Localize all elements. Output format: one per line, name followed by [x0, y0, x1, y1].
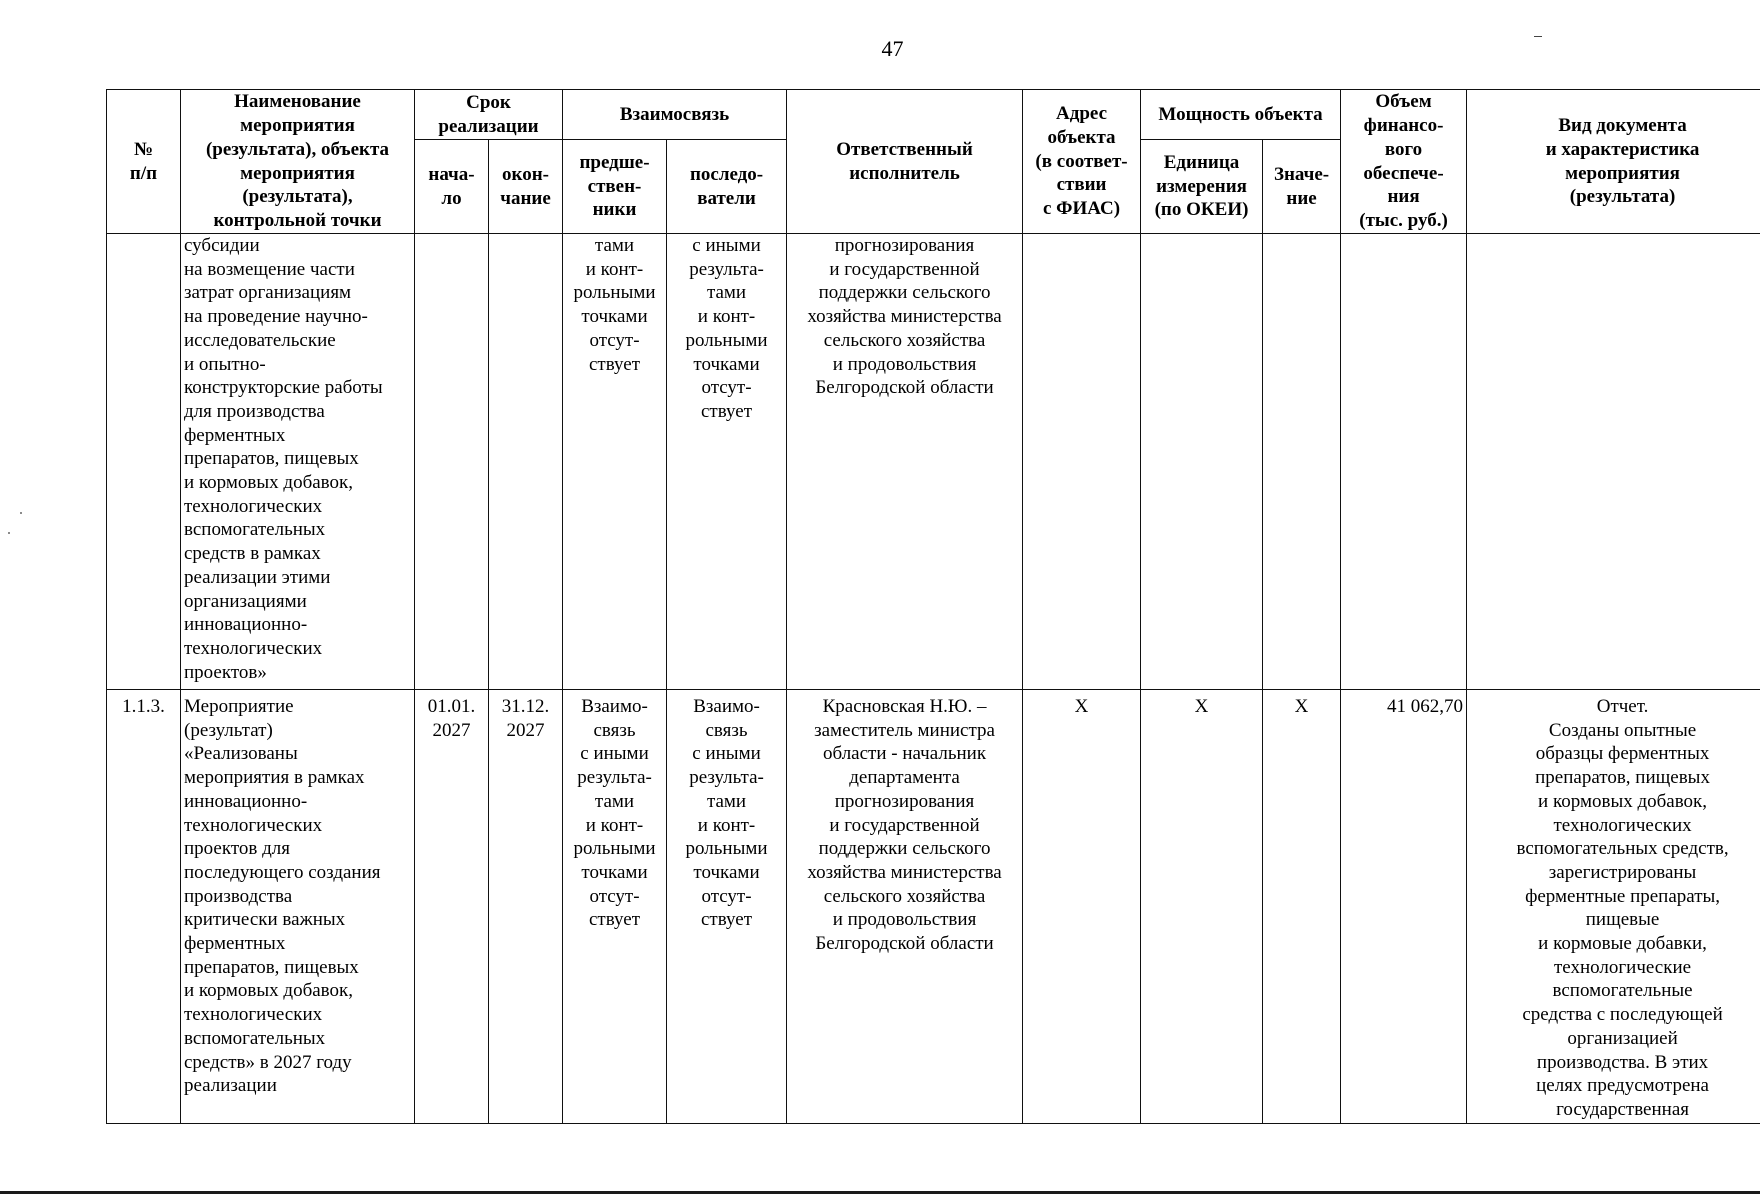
header-document-type: Вид документа и характеристика мероприятия (результата): [1467, 90, 1760, 234]
row-document-type: [1467, 234, 1760, 690]
row-document-type: Отчет. Созданы опытные образцы ферментных препаратов, пищевых и кормовых добавок, технологических вспомогательных средств, зарегистрированы ферментные препараты, пищевые и кормовые добавки, технологические вспомогательные средства с последующей организацией производства. В этих целях предусмотрена государственная: [1467, 690, 1760, 1124]
row-address: X: [1023, 690, 1141, 1124]
row-term-start: 01.01. 2027: [415, 690, 489, 1124]
header-successors: последо- ватели: [667, 140, 787, 234]
row-predecessors: Взаимо- связь с иными результа- тами и конт- рольными точками отсут- ствует: [563, 690, 667, 1124]
header-responsible: Ответственный исполнитель: [787, 90, 1023, 234]
row-number: 1.1.3.: [107, 690, 181, 1124]
row-activity-name: Мероприятие (результат) «Реализованы мероприятия в рамках инновационно- технологических проектов для последующего создания производства критически важных ферментных препаратов, пищевых и кормовых добавок, технологических вспомогательных средств» в 2027 году реализации: [181, 690, 415, 1124]
row-term-end: [489, 234, 563, 690]
row-capacity-value: [1263, 234, 1341, 690]
row-capacity-unit: X: [1141, 690, 1263, 1124]
row-financing: 41 062,70: [1341, 690, 1467, 1124]
header-capacity-value: Значе- ние: [1263, 140, 1341, 234]
scan-speck: [20, 512, 22, 514]
page-number: 47: [881, 36, 904, 61]
row-responsible: прогнозирования и государственной поддержки сельского хозяйства министерства сельского хозяйства и продовольствия Белгородской области: [787, 234, 1023, 690]
row-activity-name: субсидии на возмещение части затрат организациям на проведение научно- исследовательские и опытно- конструкторские работы для производства ферментных препаратов, пищевых и кормовых добавок, технологических вспомогательных средств в рамках реализации этими организациями инновационно- технологических проектов»: [181, 234, 415, 690]
header-number: № п/п: [107, 90, 181, 234]
header-term-end: окон- чание: [489, 140, 563, 234]
row-number: [107, 234, 181, 690]
row-address: [1023, 234, 1141, 690]
header-term-start: нача- ло: [415, 140, 489, 234]
scan-mark: [1534, 36, 1542, 37]
row-successors: Взаимо- связь с иными результа- тами и конт- рольными точками отсут- ствует: [667, 690, 787, 1124]
header-predecessors: предше- ствен- ники: [563, 140, 667, 234]
header-capacity: Мощность объекта: [1141, 90, 1341, 140]
row-successors: с иными результа- тами и конт- рольными точками отсут- ствует: [667, 234, 787, 690]
scan-edge-line: [0, 1191, 1760, 1194]
header-financing: Объем финансо- вого обеспече- ния (тыс. руб.): [1341, 90, 1467, 234]
row-capacity-unit: [1141, 234, 1263, 690]
row-term-end: 31.12. 2027: [489, 690, 563, 1124]
header-address: Адрес объекта (в соответ- ствии с ФИАС): [1023, 90, 1141, 234]
header-capacity-unit: Единица измерения (по ОКЕИ): [1141, 140, 1263, 234]
header-term: Срок реализации: [415, 90, 563, 140]
table-row: [107, 690, 1760, 1124]
scan-speck: [8, 532, 10, 534]
row-financing: [1341, 234, 1467, 690]
row-capacity-value: X: [1263, 690, 1341, 1124]
table-row: [107, 234, 1760, 690]
row-responsible: Красновская Н.Ю. – заместитель министра области - начальник департамента прогнозирования и государственной поддержки сельского хозяйства министерства сельского хозяйства и продовольствия Белгородской области: [787, 690, 1023, 1124]
row-term-start: [415, 234, 489, 690]
activities-table: [106, 89, 1760, 1124]
header-interconnection: Взаимосвязь: [563, 90, 787, 140]
header-activity-name: Наименование мероприятия (результата), объекта мероприятия (результата), контрольной точки: [181, 90, 415, 234]
row-predecessors: тами и конт- рольными точками отсут- ствует: [563, 234, 667, 690]
